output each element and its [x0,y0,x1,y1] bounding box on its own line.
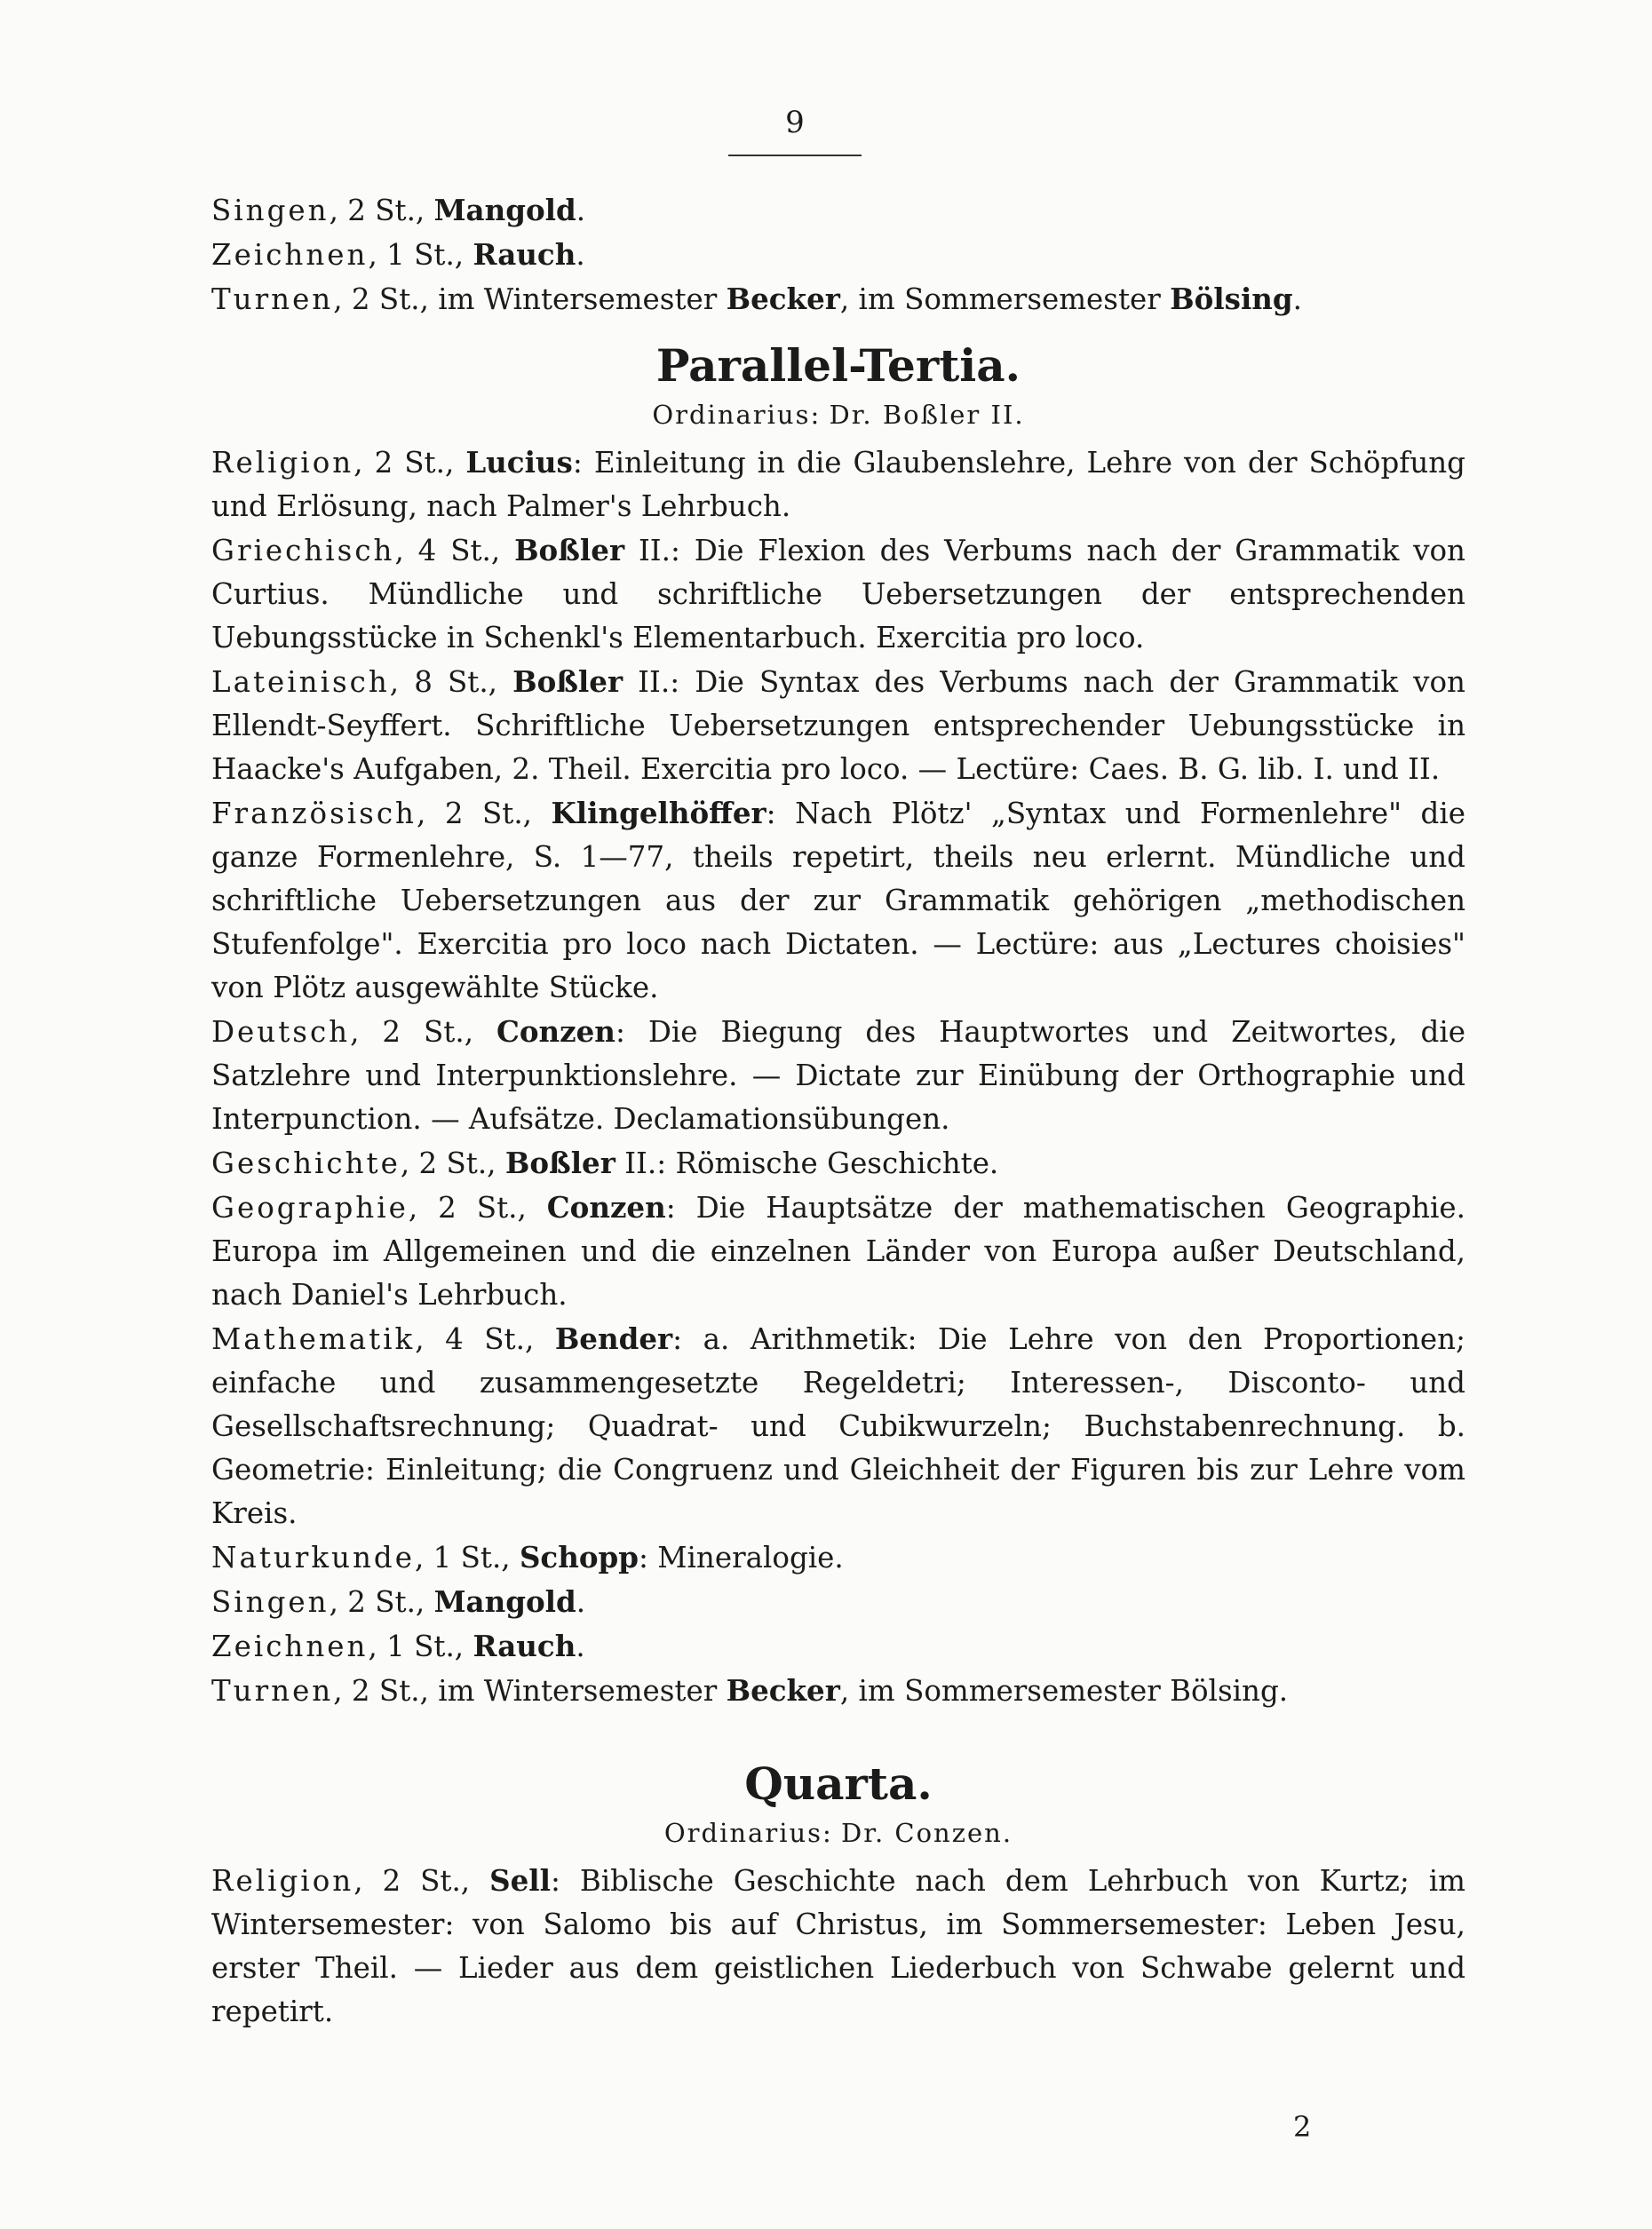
hours: 2 St., [382,1864,471,1898]
page-number-bottom: 2 [1293,2110,1312,2144]
hours: 4 St., [445,1322,535,1356]
subject: Religion [211,446,354,480]
subject: Religion [211,1864,354,1898]
hours: 2 St., [382,1015,474,1049]
entry-text: . [576,1585,586,1619]
subject: Geschichte [211,1146,401,1180]
entry-mathematik: Mathematik, 4 St., Bender: a. Arithmetik: Die Lehre von den Proportionen; einfache und zusammengesetzte Regeldetri; Interessen-, Disconto- und Gesellschaftsrechnung; Quadrat- und Cubikwurzeln; Buchstabenrechnung. b. Geometrie: Einleitung; die Congruenz und Gleichheit der Figuren bis zur Lehre vom Kreis. [211,1321,1465,1530]
subject: Deutsch [211,1015,351,1049]
teacher: Boßler [504,1146,616,1180]
tertia-entries [211,440,1465,1713]
hours: 2 St., [418,1146,496,1180]
teacher: Boßler [514,533,625,567]
entry-text: : a. Arithmetik: Die Lehre von den Proportionen; einfache und zusammengesetzte Regeldetri; Interessen-, Disconto- und Gesellschaftsrechnung; Quadrat- und Cubikwurzeln; Buchstabenrechnung. b. Geometrie: Einleitung; die Congruenz und Gleichheit der Figuren bis zur Lehre vom Kreis. [211,1322,1465,1530]
teacher: Mangold [433,1584,576,1619]
teacher: Sell [489,1863,551,1898]
pre-zeichnen: Zeichnen, 1 St., Rauch. [211,237,585,272]
hours: 1 St., [386,1630,465,1663]
teacher: Conzen [496,1014,616,1049]
hours: 4 St., [417,534,501,567]
entry-zeichnen: Zeichnen, 1 St., Rauch. [211,1629,585,1663]
entry-geschichte: Geschichte, 2 St., Boßler II.: Römische Geschichte. [211,1146,999,1180]
pre-singen: Singen, 2 St., Mangold. [211,193,586,227]
hours: 8 St., [414,665,497,699]
teacher: Klingelhöffer [551,796,766,830]
subject: Mathematik [211,1322,416,1356]
subject: Lateinisch [211,665,390,699]
hours: 2 St., [351,1674,429,1708]
entry-text: II.: Die Syntax des Verbums nach der Grammatik von Ellendt-Seyffert. Schriftliche Uebersetzungen entsprechender Uebungsstücke in Haacke's Aufgaben, 2. Theil. Exercitia pro loco. — Lectüre: Caes. B. G. lib. I. und II. [211,665,1465,786]
teacher: Schopp [519,1540,639,1575]
teacher: Becker [726,1673,840,1708]
teacher: Conzen [546,1190,666,1225]
entry-text: , im Sommersemester Bölsing. [839,1674,1289,1708]
section-heading-quarta: Quarta. [744,1757,933,1810]
hours: 1 St., [433,1541,511,1575]
entry-text: : Mineralogie. [638,1541,844,1575]
entry-religion: Religion, 2 St., Lucius: Einleitung in die Glaubenslehre, Lehre von der Schöpfung und Erlösung, nach Palmer's Lehrbuch. [211,445,1465,523]
entry-naturkunde: Naturkunde, 1 St., Schopp: Mineralogie. [211,1540,844,1575]
entry-geographie: Geographie, 2 St., Conzen: Die Hauptsätze der mathematischen Geographie. Europa im Allgemeinen und die einzelnen Länder von Europa außer Deutschland, nach Daniel's Lehrbuch. [211,1190,1465,1312]
entry-text: : Biblische Geschichte nach dem Lehrbuch von Kurtz; im Wintersemester: von Salomo bis auf Christus, im Sommersemester: Leben Jesu, erster Theil. — Lieder aus dem geistlichen Liederbuch von Schwabe gelernt und repetirt. [211,1864,1465,2028]
entry-griechisch: Griechisch, 4 St., Boßler II.: Die Flexion des Verbums nach der Grammatik von Curtius. Mündliche und schriftliche Uebersetzungen der entsprechenden Uebungsstücke in Schenkl's Elementarbuch. Exercitia pro loco. [211,533,1465,654]
subject: Griechisch [211,534,395,567]
teacher: Bender [554,1321,673,1356]
content [211,188,1465,2034]
hours: 2 St., [438,1191,527,1225]
subject: Turnen [211,1674,334,1708]
entry-text: II.: Die Flexion des Verbums nach der Grammatik von Curtius. Mündliche und schriftliche Uebersetzungen der entsprechenden Uebungsstücke in Schenkl's Elementarbuch. Exercitia pro loco. [211,534,1465,654]
subject: Naturkunde [211,1541,415,1575]
entry-französisch: Französisch, 2 St., Klingelhöffer: Nach Plötz' „Syntax und Formenlehre" die ganze Formenlehre, S. 1—77, theils repetirt, theils neu erlernt. Mündliche und schriftliche Uebersetzungen aus der zur Grammatik gehörigen „methodischen Stufenfolge". Exercitia pro loco nach Dictaten. — Lectüre: aus „Lectures choisies" von Plötz ausgewählte Stücke. [211,796,1465,1004]
entry-text: : Die Biegung des Hauptwortes und Zeitwortes, die Satzlehre und Interpunktionslehre. — Dictate zur Einübung der Orthographie und Interpunction. — Aufsätze. Declamationsübungen. [211,1015,1465,1136]
entry-text: : Einleitung in die Glaubenslehre, Lehre von der Schöpfung und Erlösung, nach Palmer's Lehrbuch. [211,446,1465,523]
page-number-top: 9 [728,105,862,156]
quarta-entries [211,1859,1465,2034]
hours: 2 St., [374,446,455,480]
hours: 2 St., [347,1585,425,1619]
ordinarius-tertia: Ordinarius: Dr. Boßler II. [652,400,1025,430]
entry-turnen: Turnen, 2 St., im Wintersemester Becker, im Sommersemester Bölsing. [211,1673,1289,1708]
entry-lateinisch: Lateinisch, 8 St., Boßler II.: Die Syntax des Verbums nach der Grammatik von Ellendt-Seyffert. Schriftliche Uebersetzungen entsprechender Uebungsstücke in Haacke's Aufgaben, 2. Theil. Exercitia pro loco. — Lectüre: Caes. B. G. lib. I. und II. [211,664,1465,786]
pre-turnen: Turnen, 2 St., im Wintersemester Becker, im Sommersemester Bölsing. [211,282,1302,316]
ordinarius-quarta: Ordinarius: Dr. Conzen. [663,1818,1013,1848]
entry-deutsch: Deutsch, 2 St., Conzen: Die Biegung des Hauptwortes und Zeitwortes, die Satzlehre und Interpunktionslehre. — Dictate zur Einübung der Orthographie und Interpunction. — Aufsätze. Declamationsübungen. [211,1014,1465,1136]
subject: Zeichnen [211,1630,369,1663]
subject: Geographie [211,1191,409,1225]
entry-text: II.: Römische Geschichte. [615,1146,999,1180]
entry-religion: Religion, 2 St., Sell: Biblische Geschichte nach dem Lehrbuch von Kurtz; im Wintersemester: von Salomo bis auf Christus, im Sommersemester: Leben Jesu, erster Theil. — Lieder aus dem geistlichen Liederbuch von Schwabe gelernt und repetirt. [211,1863,1465,2028]
subject: Singen [211,1585,330,1619]
teacher: Rauch [473,1629,576,1663]
entry-text: : Die Hauptsätze der mathematischen Geographie. Europa im Allgemeinen und die einzelnen Länder von Europa außer Deutschland, nach Daniel's Lehrbuch. [211,1191,1465,1312]
entry-text-pre: im Wintersemester [428,1674,727,1708]
entry-text: . [576,1630,585,1663]
entry-singen: Singen, 2 St., Mangold. [211,1584,586,1619]
teacher: Lucius [465,445,573,480]
teacher: Boßler [512,664,623,699]
subject: Französisch [211,797,417,830]
section-heading-parallel-tertia: Parallel-Tertia. [655,339,1021,392]
hours: 2 St., [444,797,533,830]
entry-text: : Nach Plötz' „Syntax und Formenlehre" die ganze Formenlehre, S. 1—77, theils repetirt, theils neu erlernt. Mündliche und schriftliche Uebersetzungen aus der zur Grammatik gehörigen „methodischen Stufenfolge". Exercitia pro loco nach Dictaten. — Lectüre: aus „Lectures choisies" von Plötz ausgewählte Stücke. [211,797,1465,1004]
